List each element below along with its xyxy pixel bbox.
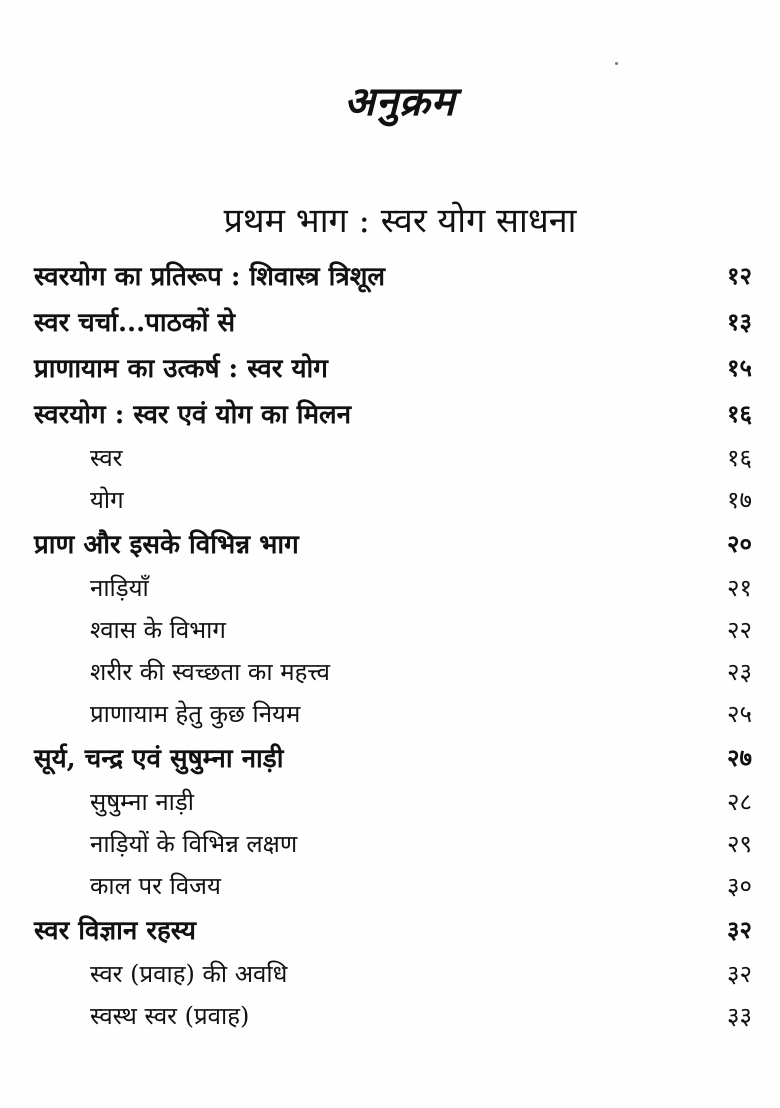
toc-entry-page: १५ [727,352,752,382]
toc-entry-page: ३२ [727,914,752,944]
toc-subentry [34,822,752,864]
toc-subentry-page: ३० [727,871,752,900]
toc-subentry-title: सुषुम्ना नाड़ी [90,787,194,816]
toc-entry-page: २० [727,528,752,558]
toc-subentry-page: २३ [727,657,752,686]
toc-subentry [34,692,752,734]
toc-entry [34,520,752,566]
toc-entry-title: स्वर विज्ञान रहस्य [34,916,196,946]
paper-speck [615,62,618,65]
toc-entry-title: प्राणायाम का उत्कर्ष : स्वर योग [34,354,328,384]
toc-subentry-page: १६ [727,443,752,472]
toc-subentry-page: २१ [727,573,752,602]
toc-subentry-page: २९ [727,829,752,858]
toc-subentry [34,436,752,478]
page-title: अनुक्रम [344,78,456,125]
toc-subentry [34,566,752,608]
toc-entry [34,344,752,390]
toc-entry-title: स्वर चर्चा...पाठकों से [34,308,236,338]
toc-subentry-title: योग [90,485,124,514]
toc-entry-title: स्वरयोग का प्रतिरूप : शिवास्त्र त्रिशूल [34,262,385,292]
toc-subentry [34,608,752,650]
toc-subentry-page: ३२ [727,959,752,988]
toc-subentry-page: ३३ [727,1001,752,1030]
toc-subentry-title: स्वर (प्रवाह) की अवधि [90,959,288,988]
toc-subentry-page: २५ [727,699,752,728]
toc-subentry-title: स्वस्थ स्वर (प्रवाह) [90,1001,250,1030]
toc-subentry [34,952,752,994]
toc-entry [34,390,752,436]
toc-entry-page: १६ [727,398,752,428]
toc-entry-page: २७ [727,742,752,772]
toc-subentry-page: २२ [727,615,752,644]
toc-entry-title: प्राण और इसके विभिन्न भाग [34,530,299,560]
toc-subentry [34,994,752,1036]
toc-entry-title: सूर्य, चन्द्र एवं सुषुम्ना नाड़ी [34,744,284,774]
toc-subentry-page: १७ [727,485,752,514]
toc-subentry-title: श्वास के विभाग [90,615,226,644]
part-heading: प्रथम भाग : स्वर योग साधना [223,201,577,241]
toc-subentry-title: प्राणायाम हेतु कुछ नियम [90,699,301,728]
toc-subentry-title: काल पर विजय [90,871,221,900]
toc-subentry-title: नाड़ियाँ [90,573,149,602]
toc-entry [34,906,752,952]
toc-entry [34,252,752,298]
table-of-contents [34,252,752,1036]
toc-subentry [34,478,752,520]
toc-entry-page: १३ [727,306,752,336]
toc-entry [34,734,752,780]
toc-subentry-page: २८ [727,787,752,816]
toc-subentry-title: नाड़ियों के विभिन्न लक्षण [90,829,298,858]
toc-entry-page: १२ [727,260,752,290]
toc-subentry [34,780,752,822]
toc-subentry [34,864,752,906]
toc-subentry [34,650,752,692]
toc-entry [34,298,752,344]
toc-entry-title: स्वरयोग : स्वर एवं योग का मिलन [34,400,352,430]
toc-subentry-title: शरीर की स्वच्छता का महत्त्व [90,657,330,686]
toc-subentry-title: स्वर [90,443,123,472]
